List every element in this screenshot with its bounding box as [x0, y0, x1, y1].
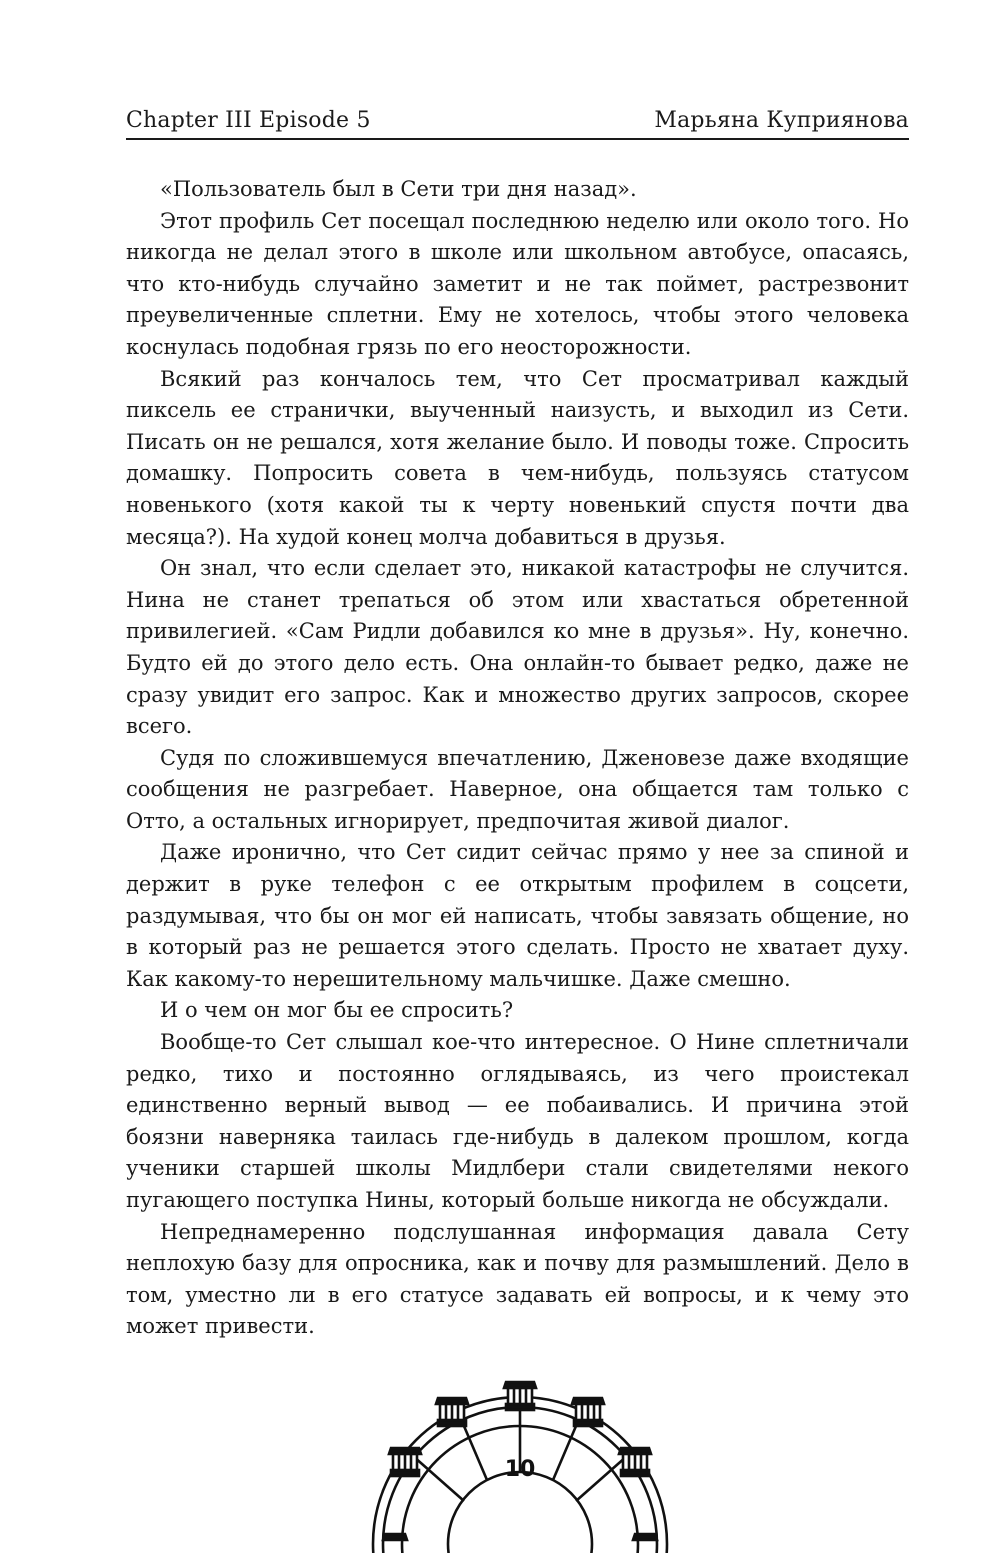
- paragraph-3: Всякий раз кончалось тем, что Сет просматривал каждый пиксель ее странички, выученный наизусть, и выходил из Сети. Писать он не решался, хотя желание было. И поводы тоже. Спросить домашку. Попросить совета в чем-нибудь, пользуясь статусом новенького (хотя какой ты к черту новенький спустя почти два месяца?). На худой конец молча добавиться в друзья.: [126, 366, 909, 549]
- paragraph-5: Судя по сложившемуся впечатлению, Дженовезе даже входящие сообщения не разгребает. Наверное, она общается там только с Отто, а остальных игнорирует, предпочитая живой диалог.: [126, 745, 909, 833]
- paragraph-9: Непреднамеренно подслушанная информация давала Сету неплохую базу для опросника, как и почву для размышлений. Дело в том, уместно ли в его статусе задавать ей вопросы, и к чему это может привести.: [126, 1219, 909, 1339]
- ferris-wheel-icon: [370, 1354, 670, 1553]
- author-name: Марьяна Куприянова: [654, 108, 909, 133]
- paragraph-2: Этот профиль Сет посещал последнюю неделю или около того. Но никогда не делал этого в школе или школьном автобусе, опасаясь, что кто-нибудь случайно заметит и не так поймет, растрезвонит преувеличенные сплетни. Ему не хотелось, чтобы этого человека коснулась подобная грязь по его неосторожности.: [126, 208, 909, 359]
- page-number: 10: [504, 1457, 536, 1482]
- paragraph-8: Вообще-то Сет слышал кое-что интересное. О Нине сплетничали редко, тихо и постоянно оглядываясь, из чего проистекал единственно верный вывод — ее побаивались. И причина этой боязни наверняка таилась где-нибудь в далеком прошлом, когда ученики старшей школы Мидлбери стали свидетелями некого пугающего поступка Нины, который больше никогда не обсуждали.: [126, 1030, 909, 1212]
- running-head: [126, 100, 909, 140]
- chapter-body: [126, 174, 909, 1343]
- paragraph-6: Даже иронично, что Сет сидит сейчас прямо у нее за спиной и держит в руке телефон с ее открытым профилем в соцсети, раздумывая, что бы он мог ей написать, чтобы завязать общение, но в который раз не решается этого сделать. Просто не хватает духу. Как какому-то нерешительному мальчишке. Даже смешно.: [126, 840, 909, 991]
- paragraph-1: «Пользователь был в Сети три дня назад».: [160, 177, 637, 201]
- paragraph-7: И о чем он мог бы ее спросить?: [160, 998, 514, 1023]
- paragraph-4: Он знал, что если сделает это, никакой катастрофы не случится. Нина не станет трепаться об этом или хвастаться обретенной привилегией. «Сам Ридли добавился ко мне в друзья». Ну, конечно. Будто ей до этого дело есть. Она онлайн-то бывает редко, даже не сразу увидит его запрос. Как и множество других запросов, скорее всего.: [126, 556, 909, 739]
- chapter-episode-label: Chapter III Episode 5: [126, 108, 371, 133]
